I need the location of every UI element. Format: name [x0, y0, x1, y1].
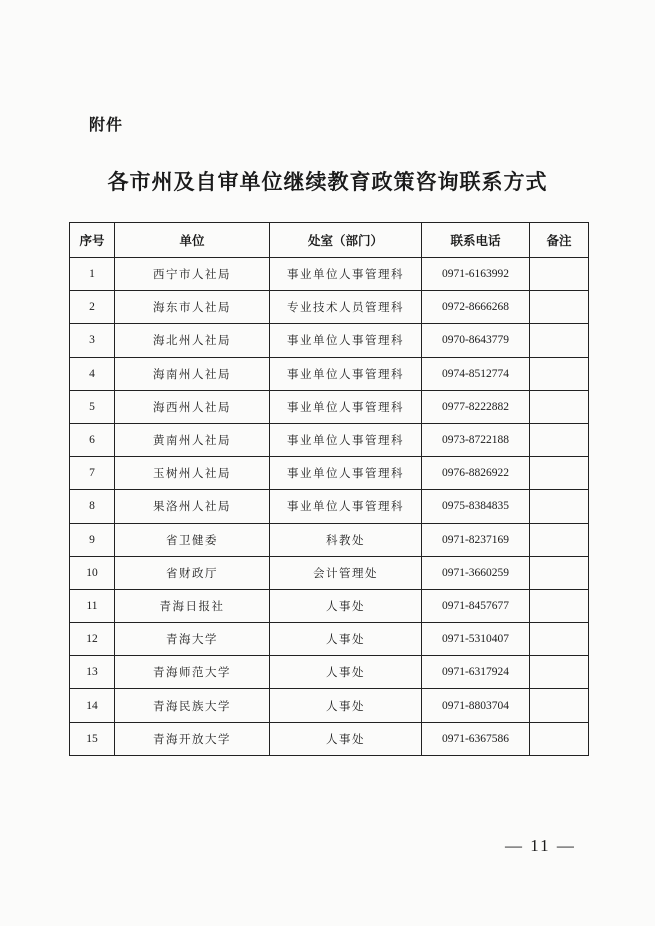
cell-remark: [530, 390, 589, 423]
cell-office: 事业单位人事管理科: [270, 423, 422, 456]
cell-office: 人事处: [270, 656, 422, 689]
cell-unit: 青海民族大学: [115, 689, 270, 722]
header-unit: 单位: [115, 223, 270, 258]
cell-unit: 海西州人社局: [115, 390, 270, 423]
header-remark: 备注: [530, 223, 589, 258]
table-row: [70, 390, 589, 423]
header-seq: 序号: [70, 223, 115, 258]
cell-remark: [530, 490, 589, 523]
cell-seq: 8: [70, 490, 115, 523]
cell-seq: 10: [70, 556, 115, 589]
cell-remark: [530, 656, 589, 689]
table-row: [70, 324, 589, 357]
table-row: [70, 556, 589, 589]
cell-seq: 4: [70, 357, 115, 390]
header-office: 处室（部门）: [270, 223, 422, 258]
cell-unit: 青海开放大学: [115, 722, 270, 755]
cell-phone: 0972-8666268: [422, 291, 530, 324]
cell-phone: 0971-5310407: [422, 623, 530, 656]
cell-seq: 6: [70, 423, 115, 456]
table-header-row: [70, 223, 589, 258]
cell-phone: 0977-8222882: [422, 390, 530, 423]
cell-seq: 2: [70, 291, 115, 324]
cell-unit: 黄南州人社局: [115, 423, 270, 456]
cell-office: 专业技术人员管理科: [270, 291, 422, 324]
header-phone: 联系电话: [422, 223, 530, 258]
table-row: [70, 490, 589, 523]
cell-phone: 0970-8643779: [422, 324, 530, 357]
cell-seq: 12: [70, 623, 115, 656]
cell-phone: 0971-6317924: [422, 656, 530, 689]
table-row: [70, 457, 589, 490]
cell-unit: 青海师范大学: [115, 656, 270, 689]
cell-phone: 0971-8237169: [422, 523, 530, 556]
cell-remark: [530, 556, 589, 589]
cell-phone: 0971-6367586: [422, 722, 530, 755]
attachment-label: 附件: [89, 115, 124, 134]
cell-phone: 0974-8512774: [422, 357, 530, 390]
cell-unit: 海东市人社局: [115, 291, 270, 324]
table-body: [70, 258, 589, 756]
cell-remark: [530, 523, 589, 556]
cell-phone: 0971-8457677: [422, 589, 530, 622]
cell-office: 事业单位人事管理科: [270, 357, 422, 390]
cell-unit: 西宁市人社局: [115, 258, 270, 291]
cell-remark: [530, 722, 589, 755]
cell-office: 事业单位人事管理科: [270, 457, 422, 490]
cell-office: 人事处: [270, 589, 422, 622]
cell-seq: 7: [70, 457, 115, 490]
table-row: [70, 656, 589, 689]
cell-office: 事业单位人事管理科: [270, 390, 422, 423]
table-row: [70, 523, 589, 556]
cell-seq: 3: [70, 324, 115, 357]
cell-office: 人事处: [270, 623, 422, 656]
cell-phone: 0971-3660259: [422, 556, 530, 589]
cell-unit: 果洛州人社局: [115, 490, 270, 523]
cell-phone: 0975-8384835: [422, 490, 530, 523]
cell-seq: 11: [70, 589, 115, 622]
cell-phone: 0976-8826922: [422, 457, 530, 490]
document-title: 各市州及自审单位继续教育政策咨询联系方式: [107, 169, 548, 194]
contact-table: [69, 222, 589, 756]
cell-unit: 海南州人社局: [115, 357, 270, 390]
cell-remark: [530, 324, 589, 357]
cell-office: 事业单位人事管理科: [270, 324, 422, 357]
cell-office: 会计管理处: [270, 556, 422, 589]
cell-seq: 5: [70, 390, 115, 423]
table-row: [70, 258, 589, 291]
cell-office: 人事处: [270, 689, 422, 722]
table-row: [70, 689, 589, 722]
table-row: [70, 589, 589, 622]
cell-seq: 9: [70, 523, 115, 556]
cell-phone: 0973-8722188: [422, 423, 530, 456]
cell-phone: 0971-6163992: [422, 258, 530, 291]
cell-seq: 13: [70, 656, 115, 689]
cell-unit: 海北州人社局: [115, 324, 270, 357]
table-row: [70, 722, 589, 755]
table-row: [70, 357, 589, 390]
cell-office: 事业单位人事管理科: [270, 258, 422, 291]
cell-unit: 玉树州人社局: [115, 457, 270, 490]
cell-office: 科教处: [270, 523, 422, 556]
table-row: [70, 623, 589, 656]
cell-remark: [530, 589, 589, 622]
cell-unit: 青海日报社: [115, 589, 270, 622]
table-row: [70, 291, 589, 324]
cell-office: 事业单位人事管理科: [270, 490, 422, 523]
cell-remark: [530, 291, 589, 324]
cell-unit: 省卫健委: [115, 523, 270, 556]
page-number: — 11 —: [505, 836, 576, 855]
cell-seq: 14: [70, 689, 115, 722]
cell-remark: [530, 258, 589, 291]
cell-remark: [530, 623, 589, 656]
cell-seq: 15: [70, 722, 115, 755]
cell-remark: [530, 357, 589, 390]
cell-unit: 省财政厅: [115, 556, 270, 589]
cell-unit: 青海大学: [115, 623, 270, 656]
cell-office: 人事处: [270, 722, 422, 755]
table-row: [70, 423, 589, 456]
cell-phone: 0971-8803704: [422, 689, 530, 722]
cell-seq: 1: [70, 258, 115, 291]
cell-remark: [530, 457, 589, 490]
cell-remark: [530, 423, 589, 456]
cell-remark: [530, 689, 589, 722]
